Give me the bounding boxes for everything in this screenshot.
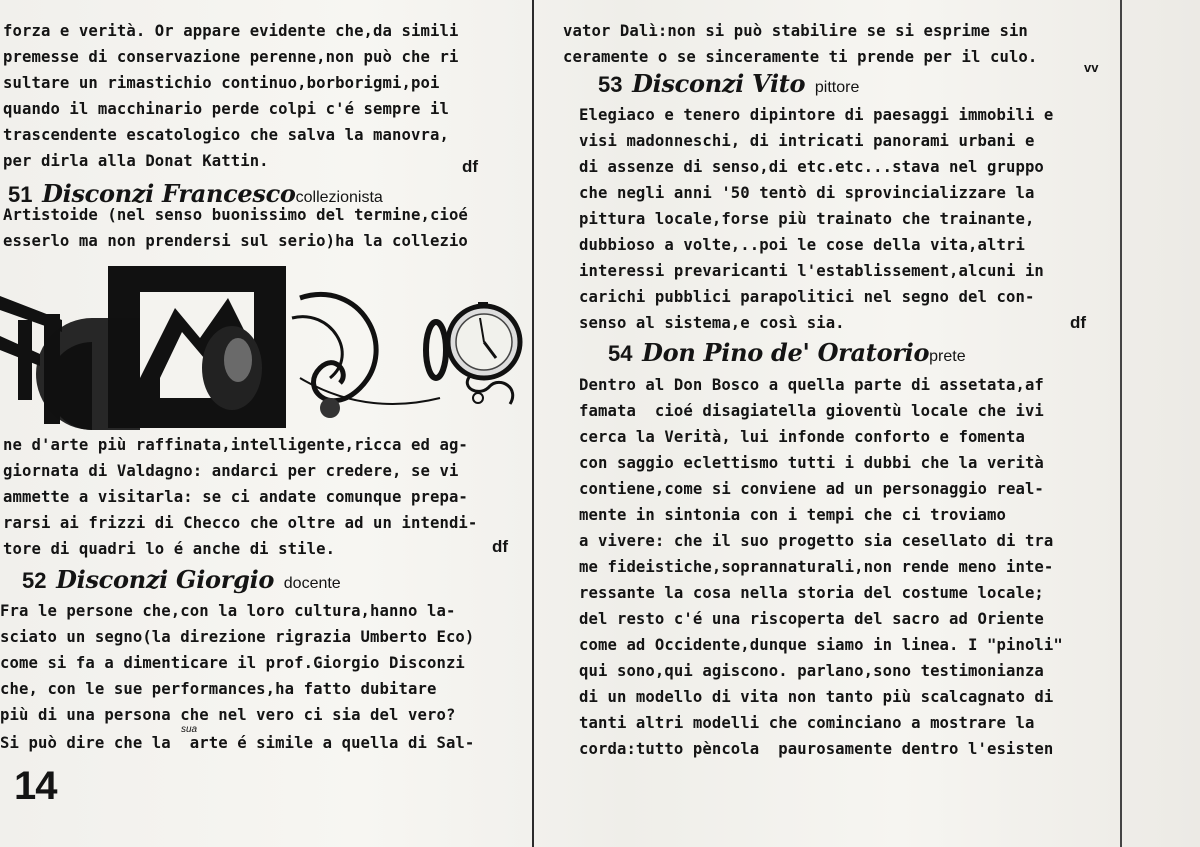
text-line: contiene,come si conviene ad un personaggio real- xyxy=(579,480,1044,498)
right-edge-line xyxy=(1120,0,1122,847)
entry-number: 52 xyxy=(22,568,47,593)
text-line: di un modello di vita non tanto più scalcagnato di xyxy=(579,688,1054,706)
text-line: sciato un segno(la direzione rigrazia Umberto Eco) xyxy=(0,628,475,646)
text-line: forza e verità. Or appare evidente che,da simili xyxy=(3,22,459,40)
author-signature: df xyxy=(1070,313,1087,332)
text-line: me fideistiche,soprannaturali,non rende meno inte- xyxy=(579,558,1054,576)
text-line: quando il macchinario perde colpi c'é sempre il xyxy=(3,100,449,118)
text-line: ceramente o se sinceramente ti prende per il culo. xyxy=(563,48,1038,66)
text-line: cerca la Verità, lui infonde conforto e fomenta xyxy=(579,428,1025,446)
text-line: Elegiaco e tenero dipintore di paesaggi immobili e xyxy=(579,106,1054,124)
text-line: senso al sistema,e così sia. xyxy=(579,314,845,332)
entry-role: collezionista xyxy=(295,189,383,206)
text-line: sultare un rimastichio continuo,borborigmi,poi xyxy=(3,74,440,92)
margin-mark: vv xyxy=(1084,60,1099,75)
text-line: carichi pubblici parapolitici nel segno del con- xyxy=(579,288,1035,306)
text-line: ressante la cosa nella storia del costume locale; xyxy=(579,584,1044,602)
text-line: pittura locale,forse più trainato che trainante, xyxy=(579,210,1035,228)
entry-heading-52 xyxy=(22,565,341,594)
entry-role: docente xyxy=(283,575,341,592)
entry-heading-54 xyxy=(608,338,966,367)
text-line: Dentro al Don Bosco a quella parte di assetata,af xyxy=(579,376,1044,394)
author-signature: df xyxy=(462,157,479,176)
right-column xyxy=(560,0,1120,847)
entry-heading-51 xyxy=(8,179,383,208)
center-fold-line xyxy=(532,0,534,847)
text-line: interessi prevaricanti l'establissement,alcuni in xyxy=(579,262,1044,280)
text-line: che, con le sue performances,ha fatto dubitare xyxy=(0,680,437,698)
text-line: qui sono,qui agiscono. parlano,sono testimonianza xyxy=(579,662,1044,680)
left-column xyxy=(0,0,528,847)
text-line: dubbioso a volte,..poi le cose della vita,altri xyxy=(579,236,1025,254)
text-line: Si può dire che la arte é simile a quella di Sal- xyxy=(0,734,475,752)
author-signature: df xyxy=(492,537,509,556)
text-line: visi madonneschi, di intricati panorami urbani e xyxy=(579,132,1035,150)
handwritten-insert: sua xyxy=(181,724,198,735)
text-line: rarsi ai frizzi di Checco che oltre ad un intendi- xyxy=(3,514,478,532)
text-line: a vivere: che il suo progetto sia cesellato di tra xyxy=(579,532,1054,550)
entry-role: prete xyxy=(929,348,966,365)
text-line: per dirla alla Donat Kattin. xyxy=(3,152,269,170)
entry-number: 51 xyxy=(8,182,33,207)
text-line: famata cioé disagiatella gioventù locale che ivi xyxy=(579,402,1044,420)
text-line: corda:tutto pèncola paurosamente dentro l'esisten xyxy=(579,740,1054,758)
text-line: trascendente escatologico che salva la manovra, xyxy=(3,126,449,144)
text-line: premesse di conservazione perenne,non può che ri xyxy=(3,48,459,66)
text-line: ammette a visitarla: se ci andate comunque prepa- xyxy=(3,488,468,506)
entry-number: 53 xyxy=(598,72,623,97)
text-line: che negli anni '50 tentò di sprovincializzare la xyxy=(579,184,1035,202)
text-line: esserlo ma non prendersi sul serio)ha la collezio xyxy=(3,232,468,250)
text-line: di assenze di senso,di etc.etc...stava nel gruppo xyxy=(579,158,1044,176)
text-line: più di una persona che nel vero ci sia del vero? xyxy=(0,706,456,724)
text-line: giornata di Valdagno: andarci per credere, se vi xyxy=(3,462,459,480)
entry-name: Disconzi Vito xyxy=(632,69,806,98)
text-line: ne d'arte più raffinata,intelligente,ricca ed ag- xyxy=(3,436,468,454)
page-number: 14 xyxy=(14,764,57,808)
entry-name: Don Pino de' Oratorio xyxy=(642,338,930,367)
text-line: del resto c'é una riscoperta del sacro ad Oriente xyxy=(579,610,1044,628)
collage-artwork-image xyxy=(0,258,528,436)
text-line: tanti altri modelli che cominciano a mostrare la xyxy=(579,714,1035,732)
text-line: tore di quadri lo é anche di stile. xyxy=(3,540,336,558)
entry-name: Disconzi Giorgio xyxy=(56,565,275,594)
entry-name: Disconzi Francesco xyxy=(42,179,296,208)
entry-number: 54 xyxy=(608,341,633,366)
text-line: Artistoide (nel senso buonissimo del termine,cioé xyxy=(3,206,468,224)
text-line: mente in sintonia con i tempi che ci troviamo xyxy=(579,506,1006,524)
text-line: con saggio eclettismo tutti i dubbi che la verità xyxy=(579,454,1044,472)
text-line: vator Dalì:non si può stabilire se si esprime sin xyxy=(563,22,1028,40)
text-line: come si fa a dimenticare il prof.Giorgio Disconzi xyxy=(0,654,465,672)
entry-role: pittore xyxy=(814,79,860,96)
text-line: come ad Occidente,dunque siamo in linea. I "pinoli" xyxy=(579,636,1063,654)
entry-heading-53 xyxy=(598,69,859,98)
text-line: Fra le persone che,con la loro cultura,hanno la- xyxy=(0,602,456,620)
